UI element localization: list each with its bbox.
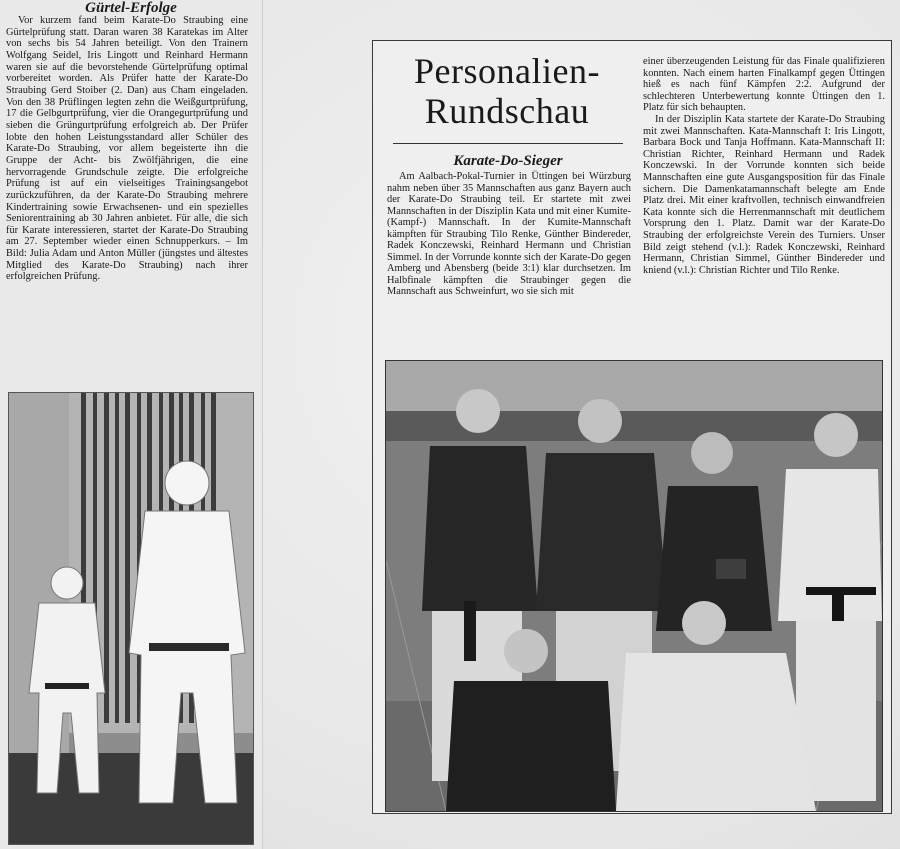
right-clipping [372,40,892,814]
left-article-title: Gürtel-Erfolge [85,0,177,16]
article-column-2 [643,56,885,276]
team-photo-illustration [386,361,882,811]
article-column-2-paragraph-1: einer überzeugenden Leistung für das Finale qualifizieren konnten. Nach einem harten Finalkampf gegen Üttingen hieß es nach fünf Kämpfen 2:2. Aufgrund der schlechteren Unterbewertung konnte Üttingen den 1. Platz für sich behaupten. [643,56,885,114]
left-clipping [0,0,263,849]
article-column-2-paragraph-2: In der Disziplin Kata startete der Karate-Do Straubing mit zwei Mannschaften. Kata-Mannschaft I: Iris Lingott, Barbara Bock und Tanja Hoffmann. Kata-Mannschaft II: Christian Richter, Reinhard Hermann und Radek Konczewski. In der Vorrunde konnten sich beide Mannschaften eine gute Ausgangsposition für das Finale sichern. Die Damenkatamannschaft belegte am Ende Platz drei. Mit einer kraftvollen, technisch einwandfreien Kata konnte sich die Herrenmannschaft mit deutlichem Vorsprung den 1. Platz. Damit war der Karate-Do Straubing der erfolgreichste Verein des Turniers. Unser Bild zeigt stehend (v.l.): Radek Konczewski, Reinhard Hermann, Christian Simmel, Günther Bindereder und kniend (v.l.): Christian Richter und Tilo Renke. [643,113,885,276]
article-column-1: Am Aalbach-Pokal-Turnier in Üttingen bei Würzburg nahm neben über 35 Mannschaften aus ganz Bayern auch der Karate-Do Straubing teil. Er startete mit zwei Mannschaften in der Disziplin Kata und mit einer Kumite- (Kampf-) Mannschaft. In der Kumite-Mannschaft kämpften für Straubing Tilo Renke, Günther Bindereder, Radek Konczewski, Reinhard Hermann und Christian Simmel. In der Vorrunde konnte sich der Karate-Do gegen Amberg und Abensberg (beide 3:1) klar durchsetzen. Im Halbfinale kämpften die Straubinger gegen die Mannschaft aus Schweinfurt, wo sie sich mit [387,171,631,297]
left-article-photo [8,392,254,845]
left-article-body: Vor kurzem fand beim Karate-Do Straubing eine Gürtelprüfung statt. Daran waren 38 Karatekas im Alter von sechs bis 54 Jahren beteiligt. Von den Trainern Wolfgang Seidel, Iris Lingott und Reinhard Hermann waren sie auf die bevorstehende Gürtelprüfung optimal vorbereitet worden. Als Prüfer hatte der Karate-Do Straubing Gerd Stoiber (2. Dan) aus Cham eingeladen. Von den 38 Prüflingen legten zehn die Weißgurtprüfung, 17 die Gelbgurtprüfung, vier die Orangegurtprüfung und sieben die Grüngurtprüfung erfolgreich ab. Der Prüfer lobte den hohen Leistungsstandard aller Schüler des Karate-Do Straubing, vor allem begeisterte ihn die Gruppe der Acht- bis Zwölfjährigen, die eine hervorragende Grundschule zeigte. Die erfolgreiche Prüfung ist auf ein vielseitiges Trainingsangebot zurückzuführen, da der Karate-Do Straubing mehrere Kindertraining sowie Erwachsenen- und ein spezielles Seniorentraining ab 30 Jahren anbietet. Für alle, die sich für Karate interessieren, startet der Karate-Do Straubing am 27. September wieder einen Schnupperkurs. – Im Bild: Julia Adam und Anton Müller (jüngstes und ältestes Mitglied des Karate-Do Straubing) nach ihrer erfolgreichen Prüfung. [6,15,248,283]
masthead-title: Personalien-Rundschau [414,51,600,131]
dojo-photo-illustration [9,393,253,844]
team-photo [385,360,883,812]
article-heading: Karate-Do-Sieger [453,153,563,169]
masthead-rule [393,143,623,144]
